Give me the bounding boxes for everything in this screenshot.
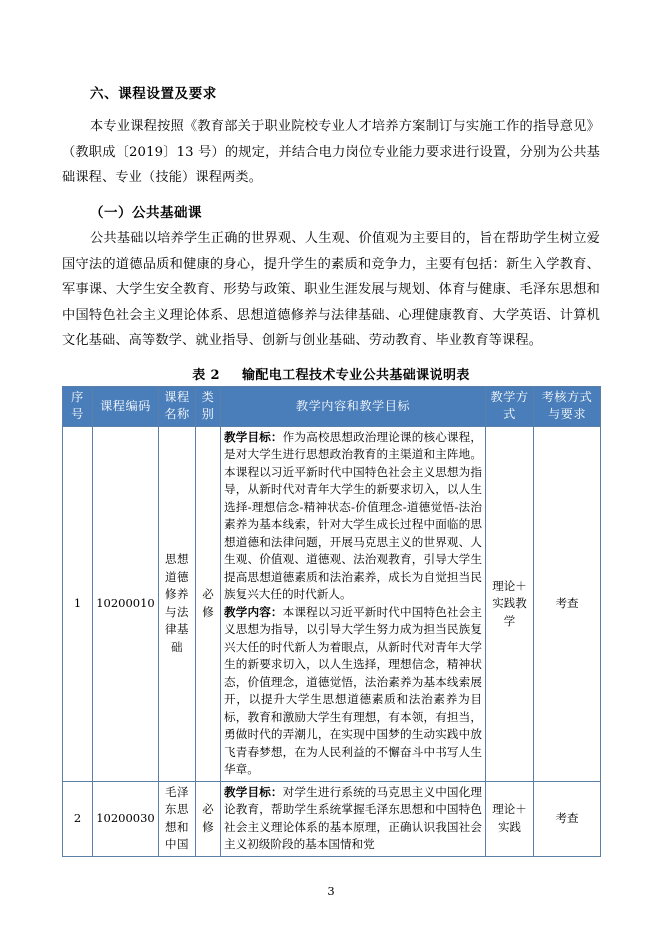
cell-assessment: 考查 <box>534 781 601 856</box>
teaching-goal-text: 对学生进行系统的马克思主义中国化理论教育，帮助学生系统掌握毛泽东思想和中国特色社会主义理论体系的基本原理，正确认识我国社会主义初级阶段的基本国情和党 <box>224 784 482 852</box>
column-header-method: 教学方式 <box>486 386 534 426</box>
table-header <box>63 386 601 426</box>
cell-assessment: 考查 <box>534 426 601 781</box>
column-header-assessment: 考核方式与要求 <box>534 386 601 426</box>
cell-code: 10200010 <box>93 426 159 781</box>
cell-seq: 1 <box>63 426 93 781</box>
cell-method: 理论＋实践 <box>486 781 534 856</box>
cell-category: 必修 <box>196 781 221 856</box>
teaching-goal-text: 作为高校思想政治理论课的核心课程，是对大学生进行思想政治教育的主渠道和主阵地。本课程以习近平新时代中国特色社会主义思想为指导，从新时代对青年大学生的新要求切入，以人生选择-理想信念-精神状态-价值理念-道德觉悟-法治素养为基本线索，针对大学生成长过程中面临的思想道德和法律问题，开展马克思主义的世界观、人生观、价值观、道德观、法治观教育，引导大学生提高思想道德素质和法治素养，成长为自觉担当民族复兴大任的时代新人。 <box>224 429 482 602</box>
teaching-goal-label: 教学目标： <box>224 429 283 444</box>
column-header-code: 课程编码 <box>93 386 159 426</box>
course-table <box>62 386 601 857</box>
cell-content <box>221 426 486 781</box>
teaching-goal-label: 教学目标： <box>224 784 283 799</box>
section-heading: 六、课程设置及要求 <box>90 86 217 102</box>
cell-seq: 2 <box>63 781 93 856</box>
cell-name: 毛泽东思想和中国 <box>159 781 196 856</box>
teaching-content-block <box>224 604 482 779</box>
cell-content <box>221 781 486 856</box>
cell-code: 10200030 <box>93 781 159 856</box>
table-row <box>63 426 601 781</box>
table-body <box>63 426 601 856</box>
column-header-category: 类别 <box>196 386 221 426</box>
teaching-content-text: 本课程以习近平新时代中国特色社会主义思想为指导，以引导大学生努力成为担当民族复兴大任的时代新人为着眼点，从新时代对青年大学生的新要求切入，以人生选择，理想信念，精神状态，价值理念，道德觉悟，法治素养为基本线索展开，以提升大学生思想道德素质和法治素养为目标，教育和激励大学生有理想，有本领，有担当，勇做时代的弄潮儿，在实现中国梦的生动实践中放飞青春梦想，在为人民利益的不懈奋斗中书写人生华章。 <box>224 604 482 777</box>
table-header-row <box>63 386 601 426</box>
table-title-text: 输配电工程技术专业公共基础课说明表 <box>241 367 470 383</box>
cell-name: 思想道德修养与法律基础 <box>159 426 196 781</box>
table-label: 表 2 <box>192 367 220 383</box>
document-content <box>62 84 600 857</box>
table-caption <box>62 364 600 383</box>
cell-method: 理论＋实践教学 <box>486 426 534 781</box>
cell-category: 必修 <box>196 426 221 781</box>
column-header-name: 课程名称 <box>159 386 196 426</box>
page-number: 3 <box>327 884 335 898</box>
column-header-content: 教学内容和教学目标 <box>221 386 486 426</box>
teaching-goal-block <box>224 429 482 604</box>
teaching-content-label: 教学内容： <box>224 604 283 619</box>
teaching-goal-block <box>224 784 482 854</box>
subsection-paragraph: 公共基础以培养学生正确的世界观、人生观、价值观为主要目的，旨在帮助学生树立爱国守法的道德品质和健康的身心，提升学生的素质和竞争力，主要有包括：新生入学教育、军事课、大学生安全教育、形势与政策、职业生涯发展与规划、体育与健康、毛泽东思想和中国特色社会主义理论体系、思想道德修养与法律基础、心理健康教育、大学英语、计算机文化基础、高等数学、就业指导、创新与创业基础、劳动教育、毕业教育等课程。 <box>62 231 600 349</box>
column-header-seq: 序号 <box>63 386 93 426</box>
table-row <box>63 781 601 856</box>
intro-paragraph: 本专业课程按照《教育部关于职业院校专业人才培养方案制订与实施工作的指导意见》（教职成〔2019〕13 号）的规定，并结合电力岗位专业能力要求进行设置，分别为公共基础课程、专业（技能）课程两类。 <box>62 119 600 186</box>
subsection-heading: （一）公共基础课 <box>90 204 202 221</box>
